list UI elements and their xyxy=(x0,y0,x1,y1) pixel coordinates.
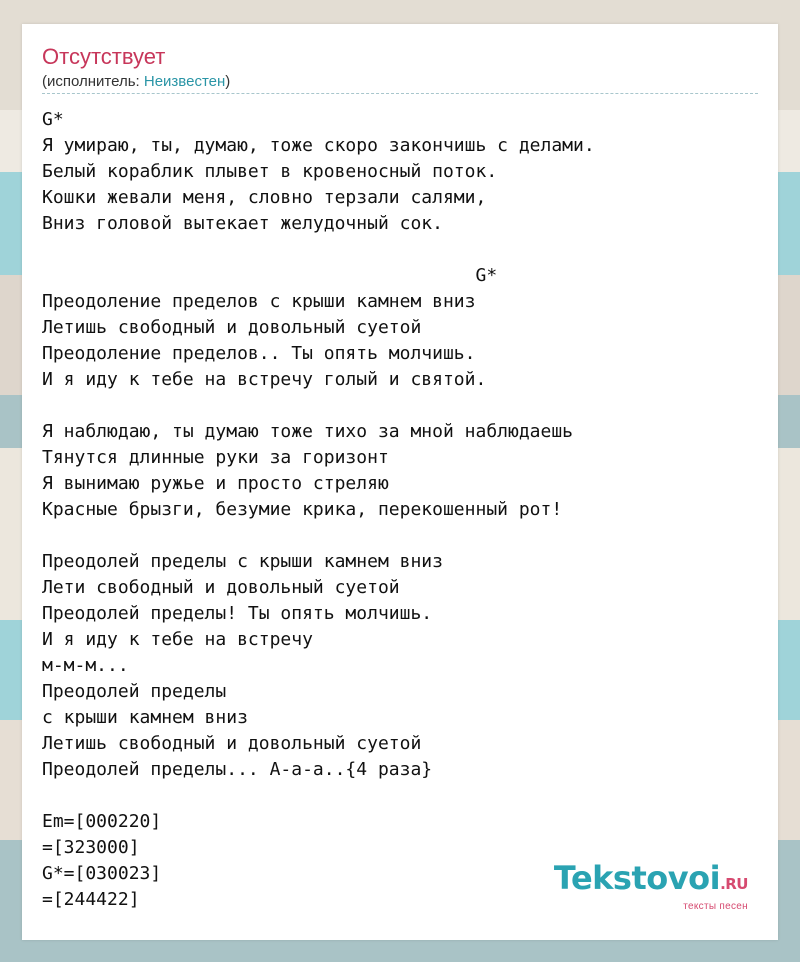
lyrics-line: Преодолей пределы с крыши камнем вниз xyxy=(42,551,443,572)
lyrics-line: Вниз головой вытекает желудочный сок. xyxy=(42,213,443,234)
lyrics-line: Кошки жевали меня, словно терзали салями, xyxy=(42,187,487,208)
divider xyxy=(42,93,758,94)
lyrics-card xyxy=(22,24,778,940)
lyrics-text xyxy=(42,107,595,913)
lyrics-line: =[244422] xyxy=(42,889,140,910)
lyrics-line: Белый кораблик плывет в кровеносный поток. xyxy=(42,161,498,182)
lyrics-line: Я наблюдаю, ты думаю тоже тихо за мной наблюдаешь xyxy=(42,421,574,442)
lyrics-line: Я умираю, ты, думаю, тоже скоро закончишь с делами. xyxy=(42,135,595,156)
lyrics-line: Преодолей пределы xyxy=(42,681,227,702)
site-logo[interactable] xyxy=(553,859,748,912)
artist-suffix: ) xyxy=(225,73,231,90)
lyrics-blank-line xyxy=(42,393,595,419)
lyrics-line: Я вынимаю ружье и просто стреляю xyxy=(42,473,389,494)
lyrics-line: Преодолей пределы! Ты опять молчишь. xyxy=(42,603,433,624)
lyrics-blank-line xyxy=(42,237,595,263)
logo-tagline: тексты песен xyxy=(683,901,748,912)
lyrics-line: Красные брызги, безумие крика, перекошенный рот! xyxy=(42,499,563,520)
lyrics-blank-line xyxy=(42,523,595,549)
lyrics-line: Em=[000220] xyxy=(42,811,162,832)
lyrics-line: G* xyxy=(42,265,498,286)
lyrics-line: И я иду к тебе на встречу голый и святой. xyxy=(42,369,487,390)
lyrics-line: =[323000] xyxy=(42,837,140,858)
logo-tld: .RU xyxy=(720,875,748,893)
artist-line xyxy=(42,72,230,92)
lyrics-blank-line xyxy=(42,783,595,809)
artist-prefix: (исполнитель: xyxy=(42,73,144,90)
lyrics-line: м-м-м... xyxy=(42,655,129,676)
logo-wordmark xyxy=(553,859,748,900)
artist-link[interactable]: Неизвестен xyxy=(143,73,226,90)
lyrics-line: G* xyxy=(42,109,64,130)
lyrics-line: Преодолей пределы... А-а-а..{4 раза} xyxy=(42,759,433,780)
lyrics-line: с крыши камнем вниз xyxy=(42,707,248,728)
logo-name: Tekstovoi xyxy=(553,859,721,897)
lyrics-line: Лети свободный и довольный суетой xyxy=(42,577,400,598)
lyrics-line: Летишь свободный и довольный суетой xyxy=(42,733,422,754)
lyrics-line: Летишь свободный и довольный суетой xyxy=(42,317,422,338)
lyrics-line: G*=[030023] xyxy=(42,863,162,884)
lyrics-line: Преодоление пределов.. Ты опять молчишь. xyxy=(42,343,476,364)
lyrics-line: И я иду к тебе на встречу xyxy=(42,629,313,650)
lyrics-line: Тянутся длинные руки за горизонт xyxy=(42,447,389,468)
lyrics-line: Преодоление пределов с крыши камнем вниз xyxy=(42,291,476,312)
song-title: Отсутствует xyxy=(42,44,166,69)
